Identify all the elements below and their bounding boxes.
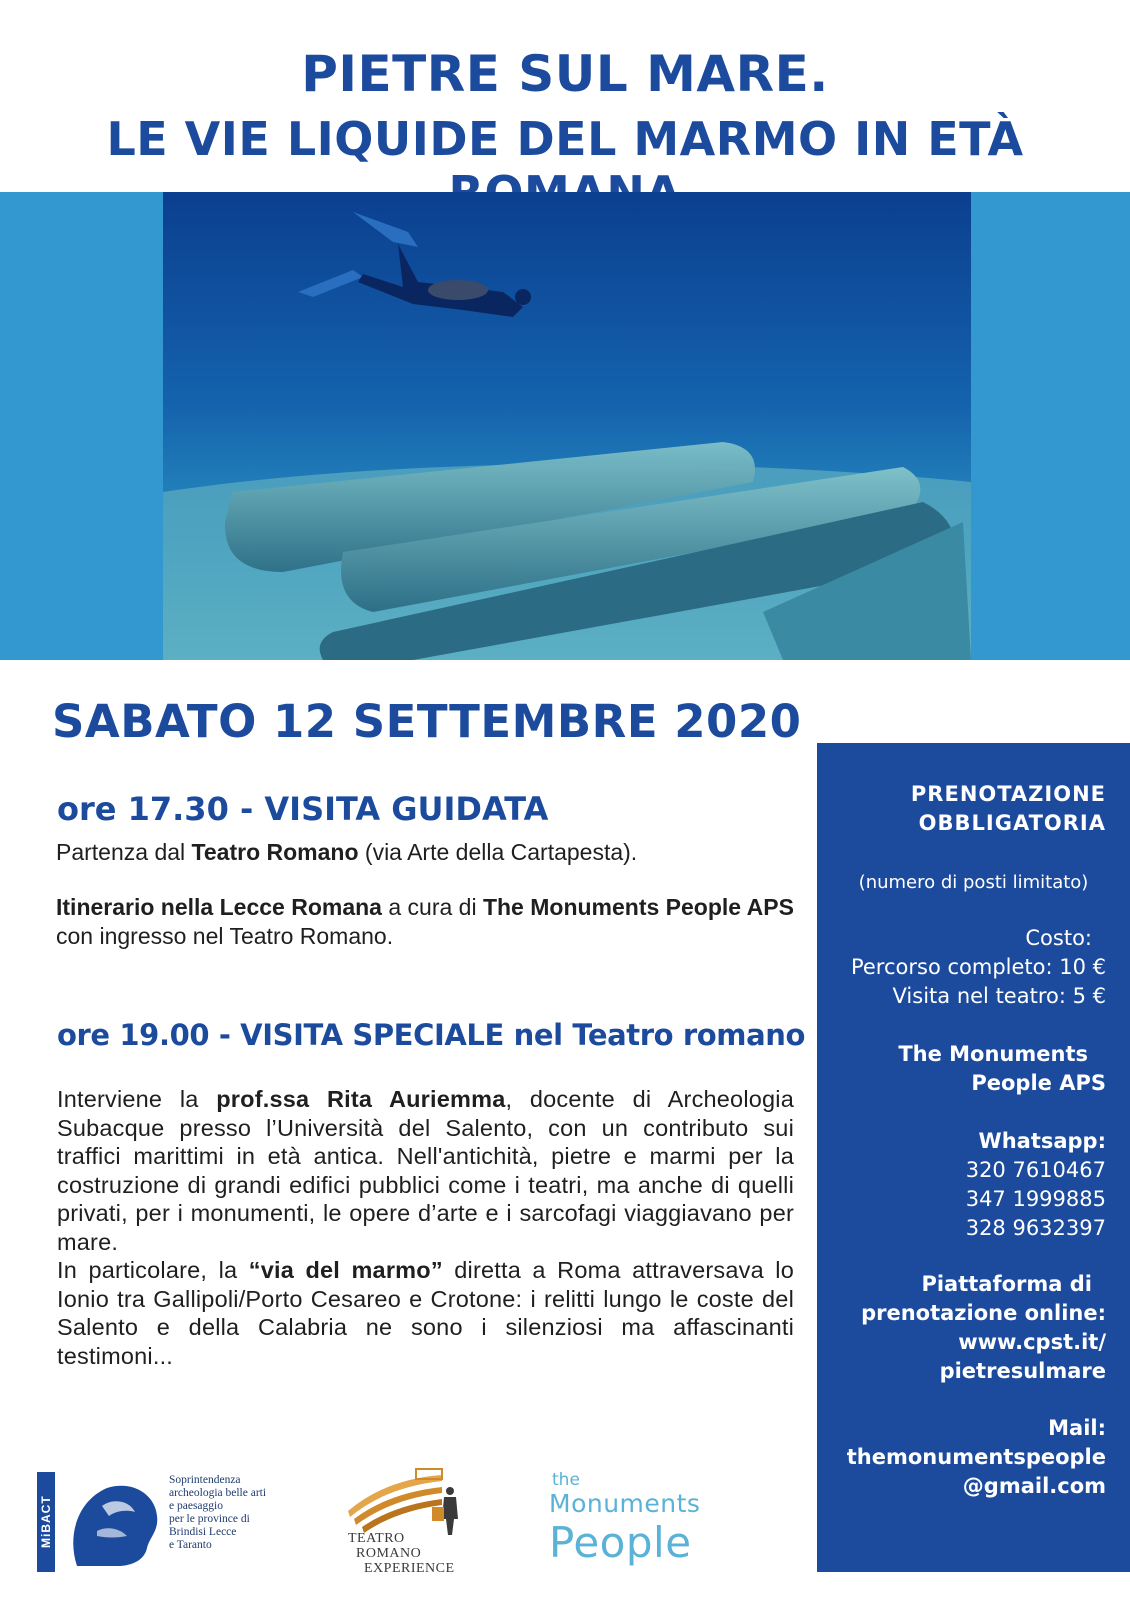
platform-label-1: Piattaforma di (921, 1272, 1092, 1296)
description-paragraph-2: In particolare, la “via del marmo” diretta a Roma attraversava lo Ionio tra Gallipoli/Porto Cesareo e Crotone: i relitti lungo le coste del Salento e della Calabria ne sono i silenziosi ma affascinanti testimoni... (57, 1257, 794, 1369)
cost-full-route: Percorso completo: 10 € (850, 955, 1106, 979)
mibact-vertical-label: MiBACT (37, 1472, 55, 1572)
visit-special-heading: ore 19.00 - VISITA SPECIALE nel Teatro romano (57, 1018, 806, 1052)
visit-guided-heading: ore 17.30 - VISITA GUIDATA (57, 790, 549, 828)
email-line-1[interactable]: themonumentspeople (846, 1445, 1106, 1469)
phone-3[interactable]: 328 9632397 (965, 1216, 1106, 1240)
monuments-people-logo (549, 1470, 719, 1570)
organizer-line-2: People APS (971, 1071, 1106, 1095)
cost-theatre-visit: Visita nel teatro: 5 € (892, 984, 1106, 1008)
platform-label-2: prenotazione online: (861, 1301, 1106, 1325)
monuments-people-wordmark: People (549, 1518, 692, 1567)
itinerary-text: Itinerario nella Lecce Romana a cura di The Monuments People APS con ingresso nel Teatro Romano. (56, 894, 794, 949)
teatro-romano-wordmark: TEATRO ROMANO EXPERIENCE (348, 1531, 455, 1576)
organizer-line-1: The Monuments (898, 1042, 1088, 1066)
phone-2[interactable]: 347 1999885 (965, 1187, 1106, 1211)
mibact-caption: Soprintendenza archeologia belle arti e paesaggio per le province di Brindisi Lecce e Taranto (169, 1474, 267, 1551)
underwater-photo (163, 192, 971, 660)
cost-label: Costo: (1025, 926, 1092, 950)
phone-1[interactable]: 320 7610467 (965, 1158, 1106, 1182)
booking-title-1: PRENOTAZIONE (910, 782, 1106, 806)
booking-url-1[interactable]: www.cpst.it/ (958, 1330, 1106, 1354)
departure-text: Partenza dal Teatro Romano (via Arte della Cartapesta). (56, 839, 638, 865)
title-line-1: PIETRE SUL MARE. (301, 45, 829, 103)
email-line-2[interactable]: @gmail.com (962, 1474, 1106, 1498)
theatre-emblem (346, 1467, 476, 1537)
booking-title-2: OBBLIGATORIA (918, 811, 1106, 835)
mibact-logo (37, 1472, 267, 1572)
event-date: SABATO 12 SETTEMBRE 2020 (52, 695, 802, 748)
mail-label: Mail: (1048, 1416, 1106, 1440)
booking-url-2[interactable]: pietresulmare (939, 1359, 1106, 1383)
teatro-romano-logo (346, 1467, 476, 1577)
booking-sidebar (817, 743, 1130, 1572)
monuments-the: the (552, 1470, 580, 1490)
visit-special-description (57, 1085, 794, 1370)
whatsapp-label: Whatsapp: (978, 1129, 1106, 1153)
limited-seats-note: (numero di posti limitato) (858, 872, 1089, 893)
mibact-head-emblem (57, 1476, 165, 1568)
title-line-2: LE VIE LIQUIDE DEL MARMO IN ETÀ (106, 112, 1024, 166)
monuments-wordmark: Monuments (549, 1489, 701, 1518)
description-paragraph-1: Interviene la prof.ssa Rita Auriemma, docente di Archeologia Subacque presso l’Università del Salento, con un contributo sui traffici marittimi in età antica. Nell'antichità, pietre e marmi per la costruzione di grandi edifici pubblici come i teatri, ma anche di quelli privati, per i monumenti, le opere d’arte e i sarcofagi viaggiavano per mare. (57, 1086, 794, 1255)
